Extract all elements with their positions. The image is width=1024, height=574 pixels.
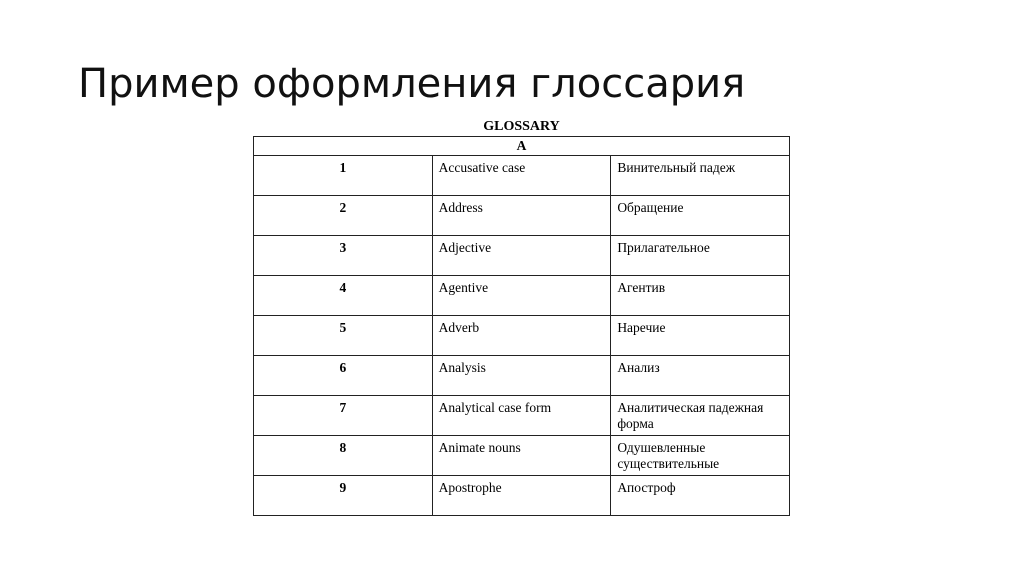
table-row <box>254 356 790 396</box>
russian-translation: Прилагательное <box>611 236 790 276</box>
glossary-caption: GLOSSARY <box>483 119 560 134</box>
row-number: 1 <box>254 156 433 196</box>
russian-translation: Винительный падеж <box>611 156 790 196</box>
table-row <box>254 196 790 236</box>
row-number: 4 <box>254 276 433 316</box>
row-number: 2 <box>254 196 433 236</box>
russian-translation: Апостроф <box>611 476 790 516</box>
row-number: 8 <box>254 436 433 476</box>
english-term: Address <box>432 196 611 236</box>
english-term: Adjective <box>432 236 611 276</box>
row-number: 6 <box>254 356 433 396</box>
english-term: Analysis <box>432 356 611 396</box>
table-row <box>254 276 790 316</box>
table-row <box>254 436 790 476</box>
row-number: 3 <box>254 236 433 276</box>
english-term: Adverb <box>432 316 611 356</box>
row-number: 5 <box>254 316 433 356</box>
russian-translation: Аналитическая падежная форма <box>611 396 790 436</box>
section-letter-row <box>254 137 790 156</box>
table-row <box>254 316 790 356</box>
english-term: Accusative case <box>432 156 611 196</box>
russian-translation: Анализ <box>611 356 790 396</box>
glossary <box>253 116 790 516</box>
russian-translation: Агентив <box>611 276 790 316</box>
english-term: Agentive <box>432 276 611 316</box>
russian-translation: Наречие <box>611 316 790 356</box>
russian-translation: Одушевленные существительные <box>611 436 790 476</box>
table-row <box>254 476 790 516</box>
row-number: 9 <box>254 476 433 516</box>
russian-translation: Обращение <box>611 196 790 236</box>
english-term: Apostrophe <box>432 476 611 516</box>
table-row <box>254 396 790 436</box>
glossary-table <box>253 136 790 516</box>
table-row <box>254 156 790 196</box>
table-row <box>254 236 790 276</box>
section-letter: A <box>254 137 790 156</box>
english-term: Animate nouns <box>432 436 611 476</box>
slide-title: Пример оформления глоссария <box>78 61 746 107</box>
row-number: 7 <box>254 396 433 436</box>
english-term: Analytical case form <box>432 396 611 436</box>
